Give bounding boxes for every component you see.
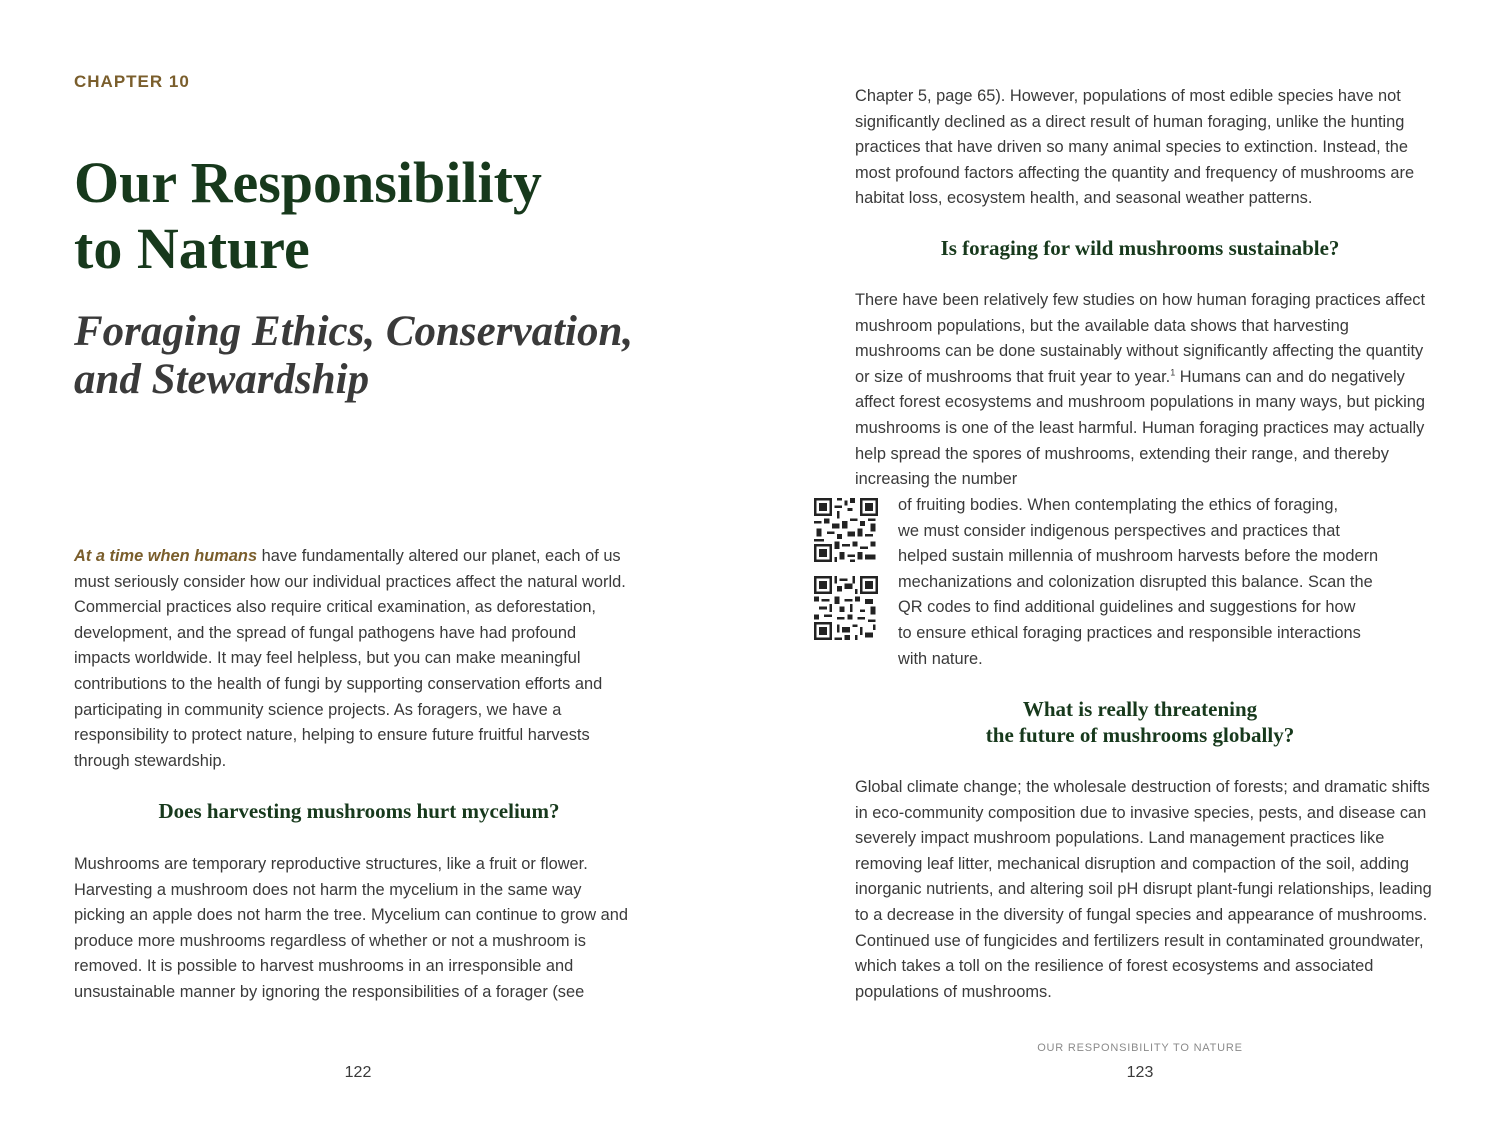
qr-wrapped-line: of fruiting bodies. When contemplating the ethics of foraging, — [898, 496, 1339, 514]
qr-wrapped-line: QR codes to find additional guidelines and suggestions for how — [898, 598, 1356, 617]
footnote-marker[interactable]: 1 — [1170, 367, 1176, 378]
section-heading-sustainable: Is foraging for wild mushrooms sustainable? — [940, 236, 1340, 260]
qr-wrapped-paragraph — [898, 493, 1438, 672]
heading-line-1: What is really threatening — [1022, 697, 1258, 721]
chapter-title-line-2: to Nature — [74, 216, 310, 281]
intro-paragraph — [74, 544, 636, 774]
intro-text: have fundamentally altered our planet, each of us must seriously consider how our individual practices affect the natural world. Commercial practices also require critical examination, as deforestation, development, and the spread of fungal pathogens have had profound impacts worldwide. It may feel helpless, but you can make meaningful contributions to the health of fungi by supporting conservation efforts and participating in community science projects. As foragers, we have a responsibility to protect nature, helping to ensure future fruitful harvests through stewardship. — [74, 547, 626, 770]
qr-wrapped-line: to ensure ethical foraging practices and responsible interactions — [898, 623, 1361, 642]
chapter-label: CHAPTER 10 — [74, 72, 190, 91]
qr-wrapped-line: with nature. — [898, 649, 983, 668]
qr-wrapped-line: we must consider indigenous perspectives and practices that — [898, 521, 1340, 540]
qr-wrapped-line: mechanizations and colonization disrupted this balance. Scan the — [898, 572, 1373, 591]
section-heading-threatening — [855, 696, 1425, 748]
qr-code-icon[interactable] — [814, 498, 878, 562]
sustainable-paragraph — [855, 288, 1433, 493]
chapter-subtitle-line-1: Foraging Ethics, Conservation, — [74, 308, 634, 355]
heading-line-2: the future of mushrooms globally? — [985, 723, 1295, 747]
continued-paragraph: Chapter 5, page 65). However, populations of most edible species have not significantly declined as a direct result of human foraging, unlike the hunting practices that have driven so many animal species to extinction. Instead, the most profound factors affecting the quantity and frequency of mushrooms are habitat loss, ecosystem health, and seasonal weather patterns. — [855, 87, 1415, 208]
running-header: OUR RESPONSIBILITY TO NATURE — [1037, 1042, 1243, 1054]
chapter-subtitle-line-2: and Stewardship — [74, 356, 370, 403]
sustainable-text-a: There have been relatively few studies on how human foraging practices affect mushroom populations, but the available data shows that harvesting mushrooms can be done sustainably without significantly affecting the quantity or size of mushrooms that fruit year to year. — [855, 291, 1426, 386]
chapter-title — [74, 150, 694, 282]
sustainable-text-b: Humans can and do negatively affect forest ecosystems and mushroom populations in many ways, but picking mushrooms is one of the least harmful. Human foraging practices may actually help spread the spores of mushrooms, extending their range, and thereby increasing the number — [855, 367, 1426, 489]
qr-code-icon[interactable] — [814, 576, 878, 640]
threatening-paragraph: Global climate change; the wholesale destruction of forests; and dramatic shifts in eco-community composition due to invasive species, pests, and disease can severely impact mushroom populations. Land management practices like removing leaf litter, mechanical disruption and compaction of the soil, adding inorganic nutrients, and altering soil pH disrupt plant-fungi relationships, leading to a decrease in the diversity of fungal species and appearance of mushrooms. Continued use of fungicides and fertilizers result in contaminated groundwater, which takes a toll on the resilience of forest ecosystems and associated populations of mushrooms. — [855, 778, 1432, 1001]
mycelium-paragraph: Mushrooms are temporary reproductive structures, like a fruit or flower. Harvesting a mushroom does not harm the mycelium in the same way picking an apple does not harm the tree. Mycelium can continue to grow and produce more mushrooms regardless of whether or not a mushroom is removed. It is possible to harvest mushrooms in an irresponsible and unsustainable manner by ignoring the responsibilities of a forager (see — [74, 855, 628, 1001]
chapter-title-line-1: Our Responsibility — [74, 150, 542, 215]
qr-wrapped-line: helped sustain millennia of mushroom harvests before the modern — [898, 547, 1379, 566]
page-number-left: 122 — [344, 1064, 372, 1081]
section-heading-mycelium: Does harvesting mushrooms hurt mycelium? — [158, 799, 560, 823]
right-page — [750, 0, 1500, 1125]
page-number-right: 123 — [1126, 1064, 1154, 1081]
chapter-subtitle — [74, 308, 714, 404]
intro-lead-in: At a time when humans — [74, 547, 258, 565]
